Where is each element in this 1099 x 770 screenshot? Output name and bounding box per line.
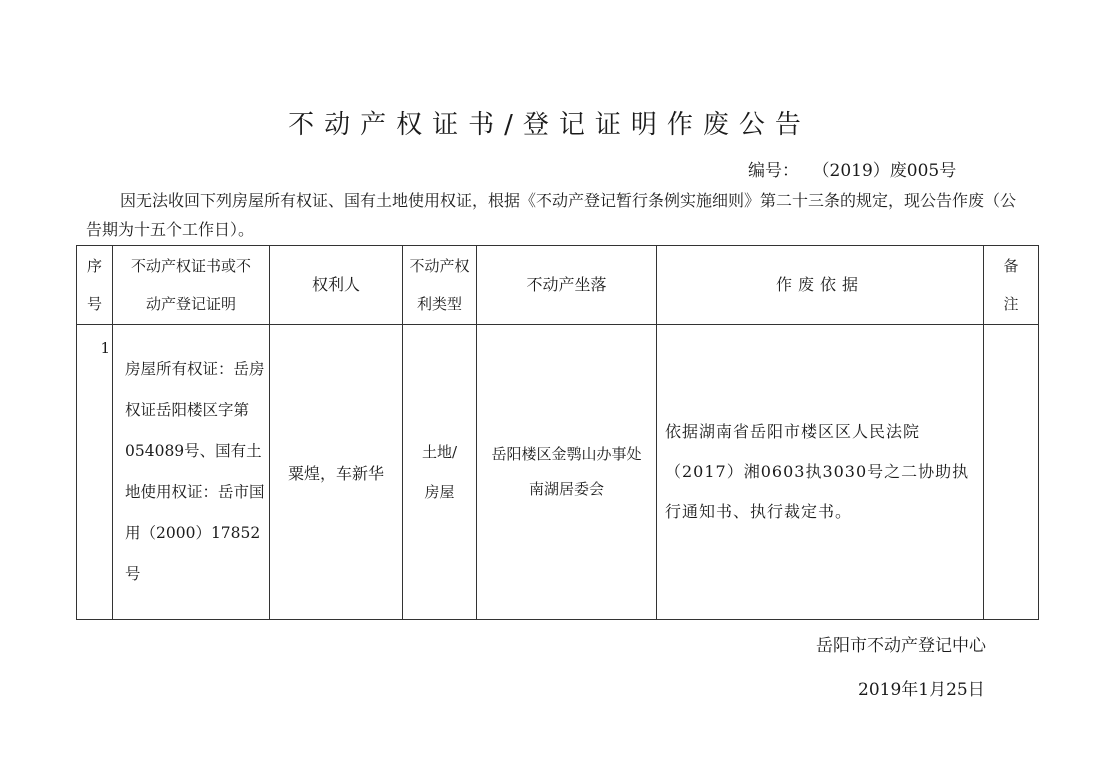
header-holder: 权利人: [270, 246, 403, 325]
header-location: 不动产坐落: [477, 246, 657, 325]
cell-basis: 依据湖南省岳阳市楼区区人民法院（2017）湘0603执3030号之二协助执行通知书、执行裁定书。: [657, 325, 984, 620]
header-no: 序号: [77, 246, 113, 325]
intro-paragraph: [86, 186, 1016, 244]
table-header-row: [77, 246, 1039, 325]
cell-no: 1: [77, 325, 113, 620]
header-type: 不动产权利类型: [403, 246, 477, 325]
cell-location: 岳阳楼区金鹗山办事处南湖居委会: [477, 325, 657, 620]
cell-type: 土地/房屋: [403, 325, 477, 620]
doc-number: [748, 156, 956, 181]
header-cert: 不动产权证书或不动产登记证明: [113, 246, 270, 325]
cell-holder: 粟煌，车新华: [270, 325, 403, 620]
header-remark: 备注: [984, 246, 1039, 325]
page-title: 不动产权证书/登记证明作废公告: [288, 110, 811, 140]
cell-remark: [984, 325, 1039, 620]
header-basis: 作废依据: [657, 246, 984, 325]
issue-date: 2019年1月25日: [858, 680, 985, 700]
intro-text: 因无法收回下列房屋所有权证、国有土地使用权证，根据《不动产登记暂行条例实施细则》第二十三条的规定，现公告作废（公告期为十五个工作日）。: [86, 191, 1017, 239]
issuing-organization: 岳阳市不动产登记中心: [816, 636, 986, 656]
void-notice-table: [76, 245, 1039, 620]
doc-number-label: 编号：: [748, 161, 799, 181]
doc-number-value: （2019）废005号: [821, 161, 957, 181]
table-row: [77, 325, 1039, 620]
cell-cert: 房屋所有权证：岳房权证岳阳楼区字第054089号、国有土地使用权证：岳市国用（2000）17852号: [113, 325, 270, 620]
